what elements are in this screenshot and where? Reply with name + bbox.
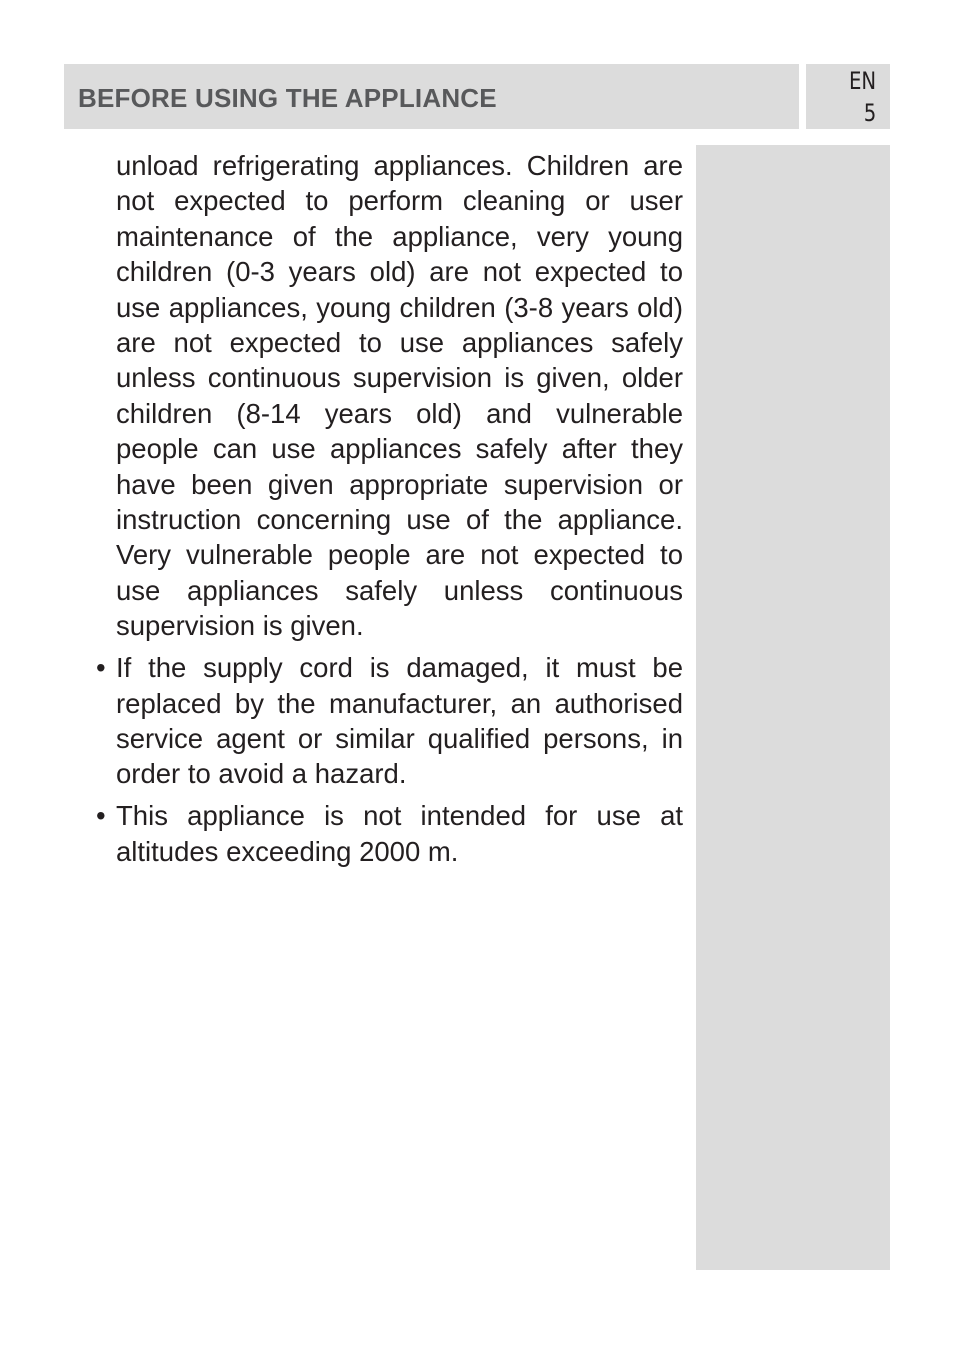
section-header-bar: [64, 64, 799, 129]
page-number: 5: [863, 99, 876, 127]
language-page-box: [806, 64, 890, 129]
bullet-item-supply-cord: [90, 650, 683, 792]
bullet-item-altitude: [90, 798, 683, 869]
section-title: BEFORE USING THE APPLIANCE: [78, 83, 497, 113]
bullet-text: This appliance is not intended for use at altitudes exceeding 2000 m.: [116, 800, 683, 867]
language-code: EN: [848, 67, 876, 95]
side-margin-panel: [696, 145, 890, 1270]
continuation-paragraph: unload refrigerating appliances. Children are not expected to perform cleaning or user maintenance of the appliance, very young children (0-3 years old) are not expected to use appliances, young children (3-8 years old) are not expected to use appliances safely unless continuous supervision is given, older children (8-14 years old) and vulnerable people can use appliances safely after they have been given appropriate supervision or instruction concerning use of the appliance. Very vulnerable people are not expected to use appliances safely unless continuous supervision is given.: [116, 150, 683, 642]
body-content: [90, 148, 683, 869]
bullet-text: If the supply cord is damaged, it must be replaced by the manufacturer, an authorised service agent or similar qualified persons, in order to avoid a hazard.: [116, 652, 683, 790]
bullet-icon: •: [96, 800, 106, 832]
bullet-icon: •: [96, 652, 106, 684]
